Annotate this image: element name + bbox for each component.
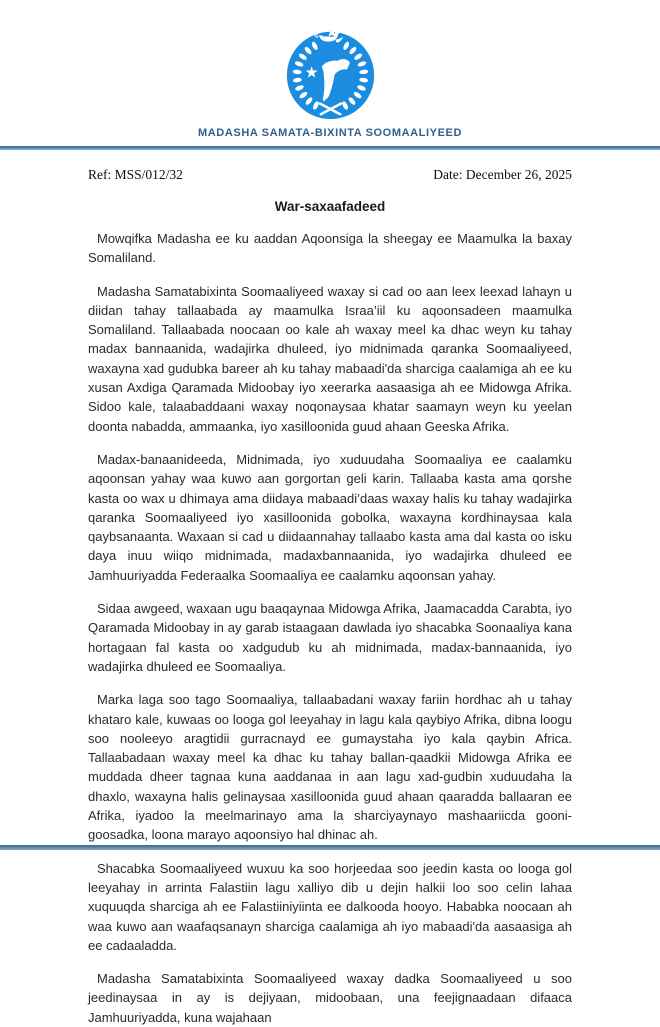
document-body <box>88 229 572 1027</box>
document-title: War-saxaafadeed <box>274 199 386 214</box>
reference-row <box>88 167 572 183</box>
paragraph: Shacabka Soomaaliyeed wuxuu ka soo horjeedaa soo jeedin kasta oo looga gol leeyahay in arrinta Falastiin lagu xalliyo dib u dejin halkii loo soo celin lahaa xuquuqda sharciga ah ee Falastiiniyiinta ee dalkooda hooyo. Hababka noocaan ah waa kuwo aan waafaqsanayn sharciga caalamiga ah iyo mabaadi'da aasaasiga ah ee cadaaladda. <box>88 860 572 953</box>
paragraph: Madasha Samatabixinta Soomaaliyeed waxay si cad oo aan leex leexad lahayn u diidan tahay tallaabada ay maamulka Israa’iil ku aqoonsadeen maamulka Somaliland. Tallaabada noocaan oo kale ah waxay meel ka dhac weyn ku tahay madax bannaanida, wadajirka dhuleed, iyo midnimada qaranka Soomaaliyeed, waxayna xad gudubka bareer ah ku tahay mabaadi'da sharciga caalamiga ah ee ku xusan Axdiga Qaramada Midoobay iyo xeerarka aasaasiga ah ee Midowga Afrika. Sidoo kale, talaabaddaani waxay noqonaysaa khatar saamayn weyn ku yeelan doonta nabadda, ammaanka, iyo xasilloonida guud ahaan Geeska Afrika. <box>88 283 572 434</box>
paragraph-intro: Mowqifka Madasha ee ku aaddan Aqoonsiga la sheegay ee Maamulka la baxay Somaliland. <box>88 231 572 266</box>
document-date: Date: December 26, 2025 <box>433 167 572 182</box>
paragraph: Madax-banaanideeda, Midnimada, iyo xuduudaha Soomaaliya ee caalamku aqoonsan yahay waa kuwo aan gorgortan geli karin. Tallaaba kasta ama qorshe kasta oo wax u dhimaya ama diidaya mabaadi’daas waxay halis ku tahay wadajirka qaranka Soomaaliyeed iyo xasilloonida gobolka, waxayna kordhinaysaa kala qaybsanaanta. Waxaan si cad u diidaannahay tallaabo kasta ama dal kasta oo isku daya inuu wiiqo midnimada, madaxbannaanida, iyo wadajirka dhuleed ee Jamhuuriyadda Federaalka Soomaaliya ee caalamku aqoonsan yahay. <box>88 451 572 583</box>
paragraph: Marka laga soo tago Soomaaliya, tallaabadani waxay fariin hordhac ah u tahay khataro kale, kuwaas oo looga gol leeyahay in lagu kala qaybiyo Afrika, dibna loogu soo nooleeyo aragtidii gurracnayd ee gumaystaha iyo kala qaybin Africa. Tallaabadaan waxay meel ka dhac ku tahay ballan-qaadkii Midowga Afrika ee muddada dheer tagnaa kuna aaddanaa in aan lagu xad-gudbin xuduudaha la dhaxlo, waxayna halis gelinaysaa xasilloonida guud ahaan qaaradda ballaaran ee Afrika, iyadoo la meelmarinayo ama la sharciyaynayo mashaariicda gooni-goosadka, loona marayo aqoonsiyo hal dhinac ah. <box>88 692 572 843</box>
paragraph: Madasha Samatabixinta Soomaaliyeed waxay dadka Soomaaliyeed u soo jeedinaysaa in ay is dejiyaan, midoobaan, una feejignaadaan difaaca Jamhuuriyadda, kuna wajahaan <box>88 971 572 1025</box>
header-divider <box>0 146 660 150</box>
letterhead <box>0 0 660 139</box>
paragraph: Sidaa awgeed, waxaan ugu baaqaynaa Midowga Afrika, Jaamacadda Carabta, iyo Qaramada Midoobay in ay garab istaagaan dawlada iyo shacabka Soonaaliya kana hortagaan fal kasta oo xadgudub ku ah midnimada, madax-bannaanida, iyo wadajirka dhuleed ee Soomaaliya. <box>88 601 572 674</box>
footer-divider <box>0 845 660 850</box>
organization-name: MADASHA SAMATA-BIXINTA SOOMAALIYEED <box>197 127 462 139</box>
reference-number: Ref: MSS/012/32 <box>88 167 183 182</box>
organization-logo-icon <box>282 24 379 121</box>
